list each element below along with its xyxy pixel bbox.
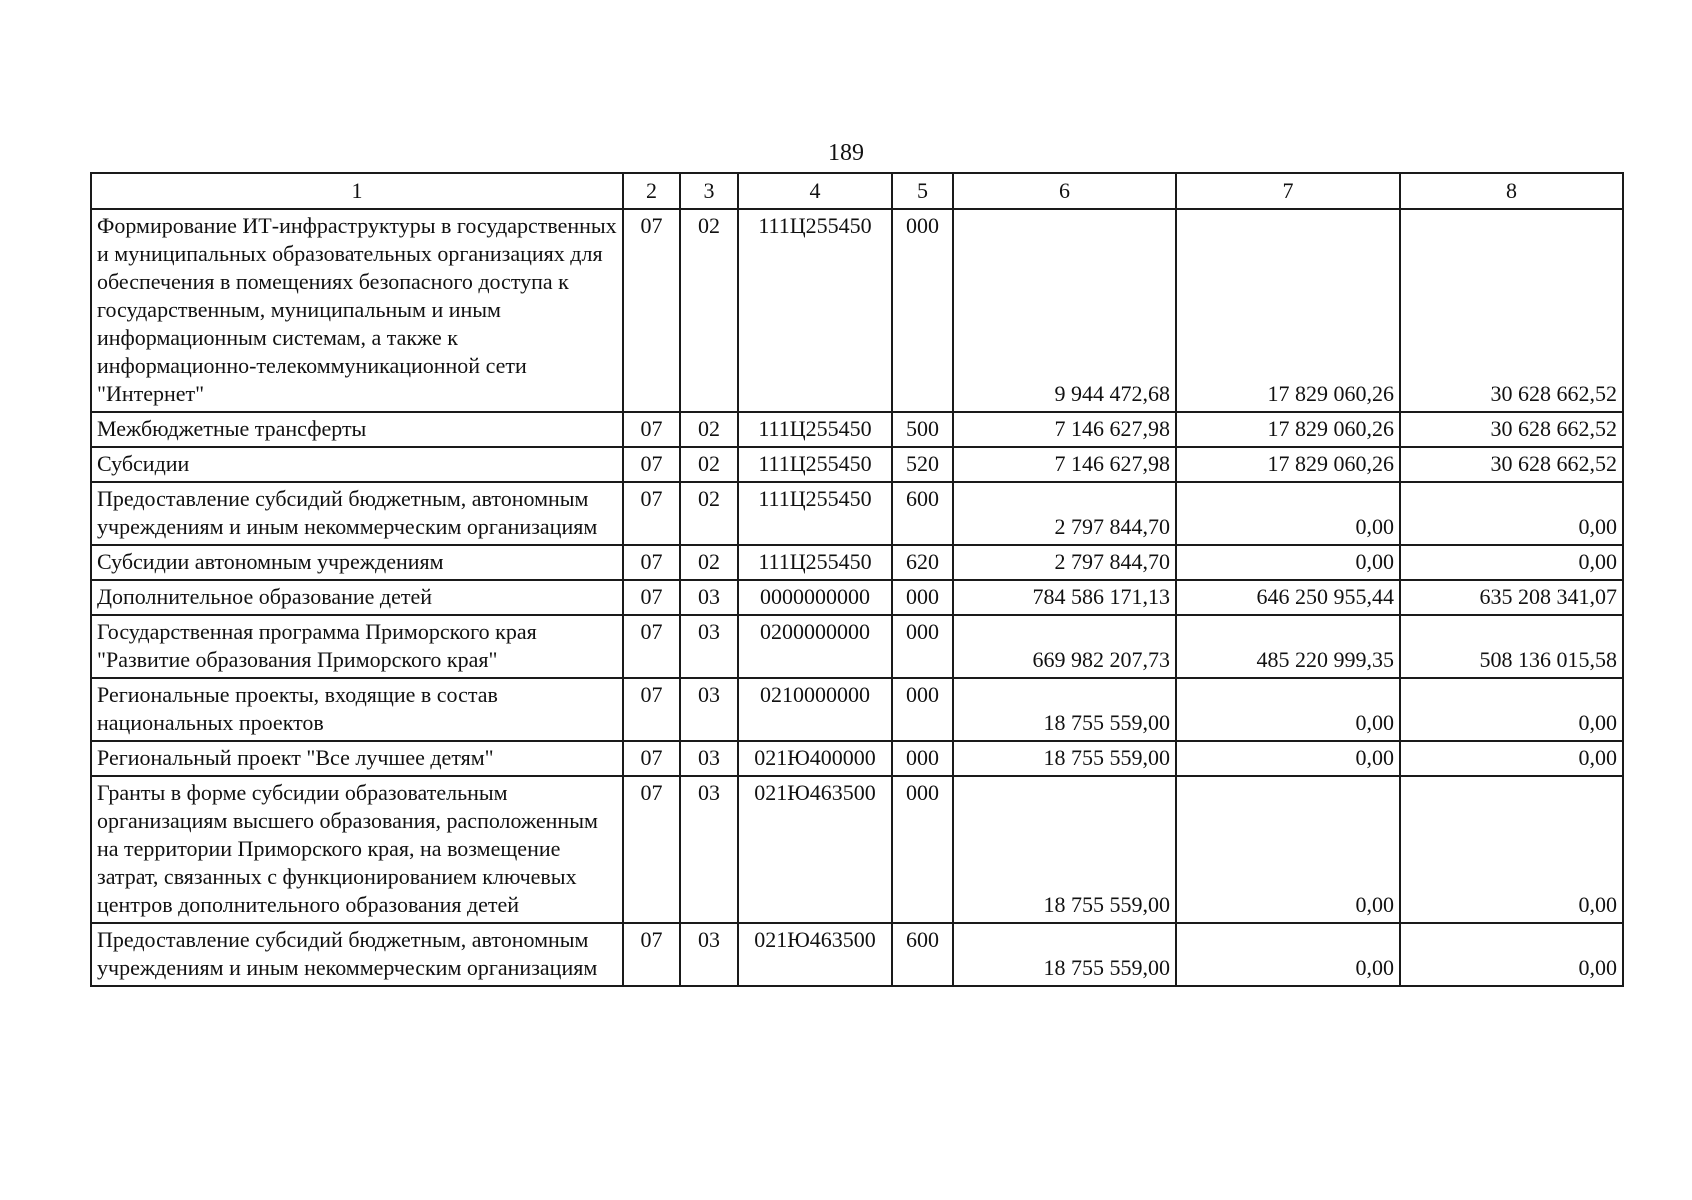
target-article-cell: 021Ю463500 [738, 923, 892, 986]
section-code-cell: 07 [623, 209, 680, 412]
amount-col6-cell: 7 146 627,98 [953, 412, 1176, 447]
column-header: 8 [1400, 173, 1623, 209]
table-row [91, 923, 1623, 986]
amount-col7-cell: 0,00 [1176, 776, 1400, 923]
amount-col7-cell: 0,00 [1176, 678, 1400, 741]
expense-type-cell: 000 [892, 678, 953, 741]
section-code-cell: 07 [623, 923, 680, 986]
amount-col6-cell: 18 755 559,00 [953, 741, 1176, 776]
column-header: 2 [623, 173, 680, 209]
expense-type-cell: 000 [892, 615, 953, 678]
table-row [91, 741, 1623, 776]
row-name-cell: Дополнительное образование детей [91, 580, 623, 615]
amount-col6-cell: 7 146 627,98 [953, 447, 1176, 482]
row-name-cell: Межбюджетные трансферты [91, 412, 623, 447]
row-name-cell: Гранты в форме субсидии образовательным организациям высшего образования, расположенным на территории Приморского края, на возмещение затрат, связанных с функционированием ключевых центров дополнительного образования детей [91, 776, 623, 923]
subsection-code-cell: 03 [680, 741, 738, 776]
section-code-cell: 07 [623, 678, 680, 741]
amount-col8-cell: 0,00 [1400, 776, 1623, 923]
amount-col8-cell: 0,00 [1400, 741, 1623, 776]
target-article-cell: 111Ц255450 [738, 412, 892, 447]
row-name-cell: Формирование ИТ-инфраструктуры в государственных и муниципальных образовательных организациях для обеспечения в помещениях безопасного доступа к государственным, муниципальным и иным информационным системам, а также к информационно-телекоммуникационной сети "Интернет" [91, 209, 623, 412]
subsection-code-cell: 02 [680, 209, 738, 412]
subsection-code-cell: 02 [680, 482, 738, 545]
column-header: 6 [953, 173, 1176, 209]
column-header-row [91, 173, 1623, 209]
section-code-cell: 07 [623, 580, 680, 615]
table-row [91, 615, 1623, 678]
subsection-code-cell: 03 [680, 678, 738, 741]
amount-col8-cell: 0,00 [1400, 545, 1623, 580]
target-article-cell: 111Ц255450 [738, 545, 892, 580]
expense-type-cell: 620 [892, 545, 953, 580]
row-name-cell: Предоставление субсидий бюджетным, автономным учреждениям и иным некоммерческим организациям [91, 482, 623, 545]
column-header: 4 [738, 173, 892, 209]
amount-col7-cell: 0,00 [1176, 741, 1400, 776]
table-row [91, 545, 1623, 580]
budget-table [90, 172, 1624, 987]
subsection-code-cell: 03 [680, 580, 738, 615]
table-row [91, 209, 1623, 412]
target-article-cell: 0210000000 [738, 678, 892, 741]
row-name-cell: Региональный проект "Все лучшее детям" [91, 741, 623, 776]
row-name-cell: Предоставление субсидий бюджетным, автономным учреждениям и иным некоммерческим организациям [91, 923, 623, 986]
amount-col7-cell: 0,00 [1176, 923, 1400, 986]
column-header: 1 [91, 173, 623, 209]
target-article-cell: 0200000000 [738, 615, 892, 678]
section-code-cell: 07 [623, 412, 680, 447]
expense-type-cell: 600 [892, 923, 953, 986]
amount-col8-cell: 0,00 [1400, 482, 1623, 545]
amount-col8-cell: 30 628 662,52 [1400, 209, 1623, 412]
page-number: 189 [828, 140, 864, 166]
target-article-cell: 111Ц255450 [738, 209, 892, 412]
table-row [91, 482, 1623, 545]
expense-type-cell: 500 [892, 412, 953, 447]
amount-col7-cell: 646 250 955,44 [1176, 580, 1400, 615]
table-row [91, 580, 1623, 615]
subsection-code-cell: 02 [680, 545, 738, 580]
amount-col8-cell: 30 628 662,52 [1400, 447, 1623, 482]
amount-col7-cell: 17 829 060,26 [1176, 209, 1400, 412]
target-article-cell: 021Ю463500 [738, 776, 892, 923]
subsection-code-cell: 02 [680, 412, 738, 447]
amount-col6-cell: 669 982 207,73 [953, 615, 1176, 678]
table-row [91, 776, 1623, 923]
column-header: 5 [892, 173, 953, 209]
section-code-cell: 07 [623, 776, 680, 923]
amount-col8-cell: 0,00 [1400, 678, 1623, 741]
expense-type-cell: 000 [892, 776, 953, 923]
row-name-cell: Субсидии автономным учреждениям [91, 545, 623, 580]
section-code-cell: 07 [623, 615, 680, 678]
amount-col8-cell: 30 628 662,52 [1400, 412, 1623, 447]
amount-col7-cell: 17 829 060,26 [1176, 412, 1400, 447]
table-row [91, 412, 1623, 447]
row-name-cell: Государственная программа Приморского края "Развитие образования Приморского края" [91, 615, 623, 678]
column-header: 3 [680, 173, 738, 209]
expense-type-cell: 520 [892, 447, 953, 482]
amount-col6-cell: 784 586 171,13 [953, 580, 1176, 615]
amount-col6-cell: 2 797 844,70 [953, 482, 1176, 545]
expense-type-cell: 000 [892, 741, 953, 776]
target-article-cell: 021Ю400000 [738, 741, 892, 776]
amount-col6-cell: 9 944 472,68 [953, 209, 1176, 412]
section-code-cell: 07 [623, 482, 680, 545]
row-name-cell: Субсидии [91, 447, 623, 482]
subsection-code-cell: 03 [680, 923, 738, 986]
expense-type-cell: 000 [892, 209, 953, 412]
amount-col8-cell: 0,00 [1400, 923, 1623, 986]
amount-col6-cell: 18 755 559,00 [953, 776, 1176, 923]
subsection-code-cell: 02 [680, 447, 738, 482]
subsection-code-cell: 03 [680, 615, 738, 678]
amount-col6-cell: 18 755 559,00 [953, 678, 1176, 741]
amount-col6-cell: 2 797 844,70 [953, 545, 1176, 580]
subsection-code-cell: 03 [680, 776, 738, 923]
expense-type-cell: 600 [892, 482, 953, 545]
section-code-cell: 07 [623, 447, 680, 482]
amount-col6-cell: 18 755 559,00 [953, 923, 1176, 986]
target-article-cell: 0000000000 [738, 580, 892, 615]
amount-col8-cell: 635 208 341,07 [1400, 580, 1623, 615]
amount-col7-cell: 485 220 999,35 [1176, 615, 1400, 678]
amount-col7-cell: 0,00 [1176, 482, 1400, 545]
column-header: 7 [1176, 173, 1400, 209]
expense-type-cell: 000 [892, 580, 953, 615]
table-row [91, 678, 1623, 741]
section-code-cell: 07 [623, 741, 680, 776]
amount-col7-cell: 0,00 [1176, 545, 1400, 580]
amount-col8-cell: 508 136 015,58 [1400, 615, 1623, 678]
row-name-cell: Региональные проекты, входящие в состав национальных проектов [91, 678, 623, 741]
amount-col7-cell: 17 829 060,26 [1176, 447, 1400, 482]
table-row [91, 447, 1623, 482]
section-code-cell: 07 [623, 545, 680, 580]
target-article-cell: 111Ц255450 [738, 447, 892, 482]
target-article-cell: 111Ц255450 [738, 482, 892, 545]
